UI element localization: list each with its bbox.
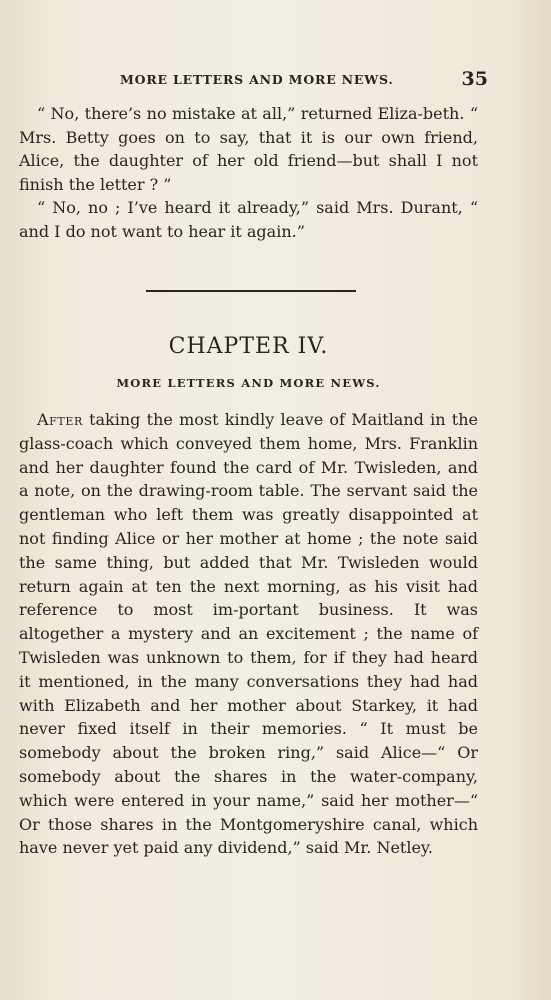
chapter-subtitle: MORE LETTERS AND MORE NEWS. xyxy=(116,376,381,390)
chapter-title: CHAPTER IV. xyxy=(168,334,329,359)
section-divider xyxy=(146,290,356,292)
running-head: MORE LETTERS AND MORE NEWS. xyxy=(120,72,394,87)
paragraph: “ No, no ; I’ve heard it already,” said Mrs. Durant, “ and I do not want to hear it again.” xyxy=(19,198,478,241)
paragraph: “ No, there’s no mistake at all,” returned Eliza-beth. “ Mrs. Betty goes on to say, that it is our own friend, Alice, the daughter of her old friend—but shall I not finish the letter ? ” xyxy=(19,104,478,194)
paragraph-text: taking the most kindly leave of Maitland in the glass-coach which conveyed them home, Mrs. Franklin and her daughter found the card of Mr. Twisleden, and a note, on the drawing-room table. The servant said the gentleman who left them was greatly disappointed at not finding Alice or her mother at home ; the note said the same thing, but added that Mr. Twisleden would return again at ten the next morning, as his visit had reference to most im-portant business. It was altogether a mystery and an excitement ; the name of Twisleden was unknown to them, for if they had heard it mentioned, in the many conversations they had had with Elizabeth and her mother about Starkey, it had never fixed itself in their memories. “ It must be somebody about the broken ring,” said Alice—“ Or somebody about the shares in the water-company, which were entered in your name,” said her mother—“ Or those shares in the Montgomeryshire canal, which have never yet paid any dividend,” said Mr. Netley. xyxy=(19,410,478,858)
page-number: 35 xyxy=(461,68,488,90)
continued-text xyxy=(19,102,478,243)
chapter-body xyxy=(19,408,478,860)
page-header xyxy=(60,68,488,92)
lead-word: After xyxy=(37,410,83,429)
paragraph xyxy=(19,408,478,860)
